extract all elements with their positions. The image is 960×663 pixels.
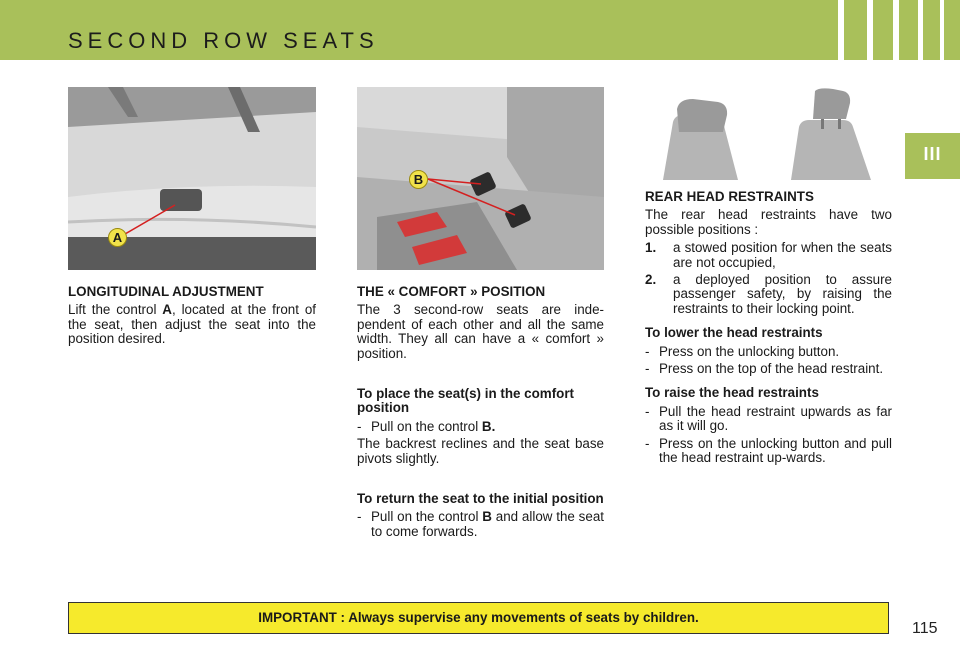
text-longitudinal [68, 303, 316, 346]
header-stripe [867, 0, 873, 60]
text-return-step [371, 510, 604, 539]
chapter-label: III [923, 144, 942, 164]
column-head-restraints [645, 190, 892, 469]
dash-marker: - [645, 435, 650, 451]
head-restraints-icon [643, 87, 873, 180]
important-banner-text: IMPORTANT : Always supervise any movements of seats by children. [258, 610, 699, 625]
list-item [357, 420, 604, 434]
control-ref-a: A [162, 302, 172, 318]
header-stripe [940, 0, 944, 60]
callout-b: B [409, 170, 428, 189]
list-item-text: a stowed position for when the seats are not occupied, [673, 240, 892, 270]
column-comfort [357, 285, 604, 542]
control-ref-b: B. [481, 418, 496, 434]
heading-return-seat: To return the seat to the initial position [357, 491, 604, 507]
heading-raise-restraints: To raise the head restraints [645, 385, 819, 401]
header-stripe [838, 0, 844, 60]
list-item-text: a deployed position to assure passenger safety, by raising the restraints to their locking point. [673, 272, 892, 316]
page-header [0, 0, 960, 60]
text-segment: and allow the seat to come forwards. [371, 509, 604, 539]
dash-marker: - [645, 403, 650, 419]
text-place-step [371, 420, 604, 434]
seat-illustration-b [357, 87, 604, 270]
dash-marker: - [357, 418, 362, 434]
list-item [645, 345, 892, 359]
heading-longitudinal: LONGITUDINAL ADJUSTMENT [68, 284, 264, 299]
header-stripe [918, 0, 923, 60]
callout-a: A [108, 228, 127, 247]
heading-head-restraints: REAR HEAD RESTRAINTS [645, 189, 814, 204]
chapter-tab [905, 133, 960, 179]
text-segment: Lift the control [68, 302, 163, 318]
photo-comfort-position [357, 87, 604, 270]
list-item [357, 510, 604, 539]
heading-comfort: THE « COMFORT » POSITION [357, 284, 546, 299]
text-segment: Pull on the control [371, 418, 482, 434]
list-item-text: Press on the top of the head restraint. [659, 361, 884, 377]
text-head-restraints-intro: The rear head restraints have two possible positions : [645, 207, 892, 237]
list-item [645, 273, 892, 316]
text-segment: Pull on the control [371, 509, 483, 525]
text-segment: , located at the front of the seat, then adjust the seat into the position desired. [68, 302, 316, 347]
heading-place-comfort: To place the seat(s) in the comfort position [357, 386, 575, 416]
list-item-text: Press on the unlocking button and pull the head restraint up-wards. [659, 435, 892, 466]
seat-illustration-a [68, 87, 316, 270]
control-ref-b: B [482, 509, 492, 525]
list-item [645, 241, 892, 270]
list-item [645, 362, 892, 376]
page-title: SECOND ROW SEATS [68, 28, 379, 53]
dash-marker: - [645, 343, 650, 359]
list-item [645, 437, 892, 466]
dash-marker: - [357, 509, 362, 525]
dash-marker: - [645, 361, 650, 377]
heading-lower-restraints: To lower the head restraints [645, 325, 823, 341]
list-item-text: Pull the head restraint upwards as far as it will go. [659, 403, 892, 434]
list-number: 2. [645, 272, 657, 288]
photo-longitudinal-adjustment [68, 87, 316, 270]
column-longitudinal [68, 285, 316, 351]
illustration-head-restraints [643, 87, 873, 180]
text-place-result: The backrest reclines and the seat base pivots slightly. [357, 436, 604, 466]
page-number: 115 [912, 620, 938, 637]
text-comfort-intro: The 3 second-row seats are inde-pendent of each other and all the same width. They all can have a « comfort » position. [357, 302, 604, 361]
important-banner [68, 602, 889, 634]
list-item [645, 405, 892, 434]
list-number: 1. [645, 240, 657, 256]
list-item-text: Press on the unlocking button. [659, 343, 840, 359]
header-stripe [893, 0, 899, 60]
